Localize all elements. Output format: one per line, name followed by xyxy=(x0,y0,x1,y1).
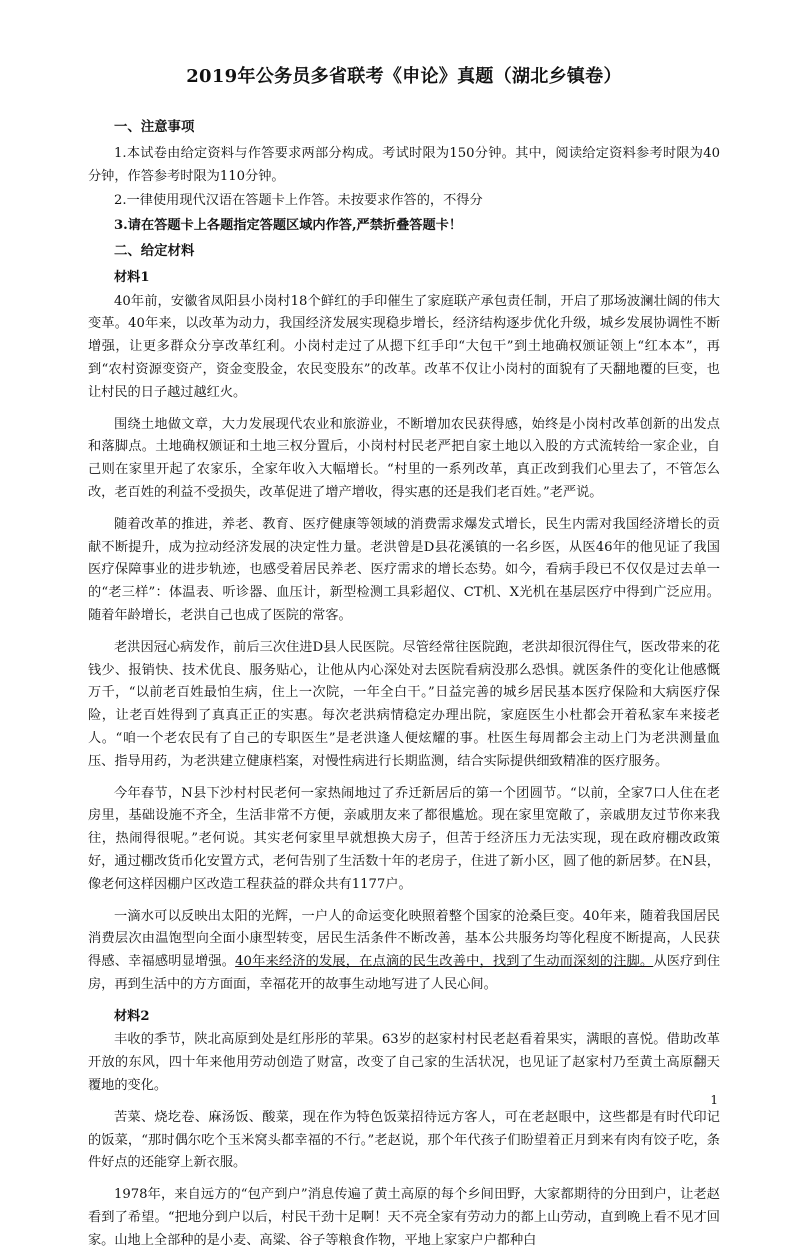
text-span: 从医疗到住房，再到生活中的方方面面，幸福花开的故事生动地写进了人民心间。 xyxy=(88,954,721,992)
material-1-paragraph-last xyxy=(88,906,720,997)
notice-item-2: 2.一律使用现代汉语在答题卡上作答。未按要求作答的，不得分 xyxy=(114,193,483,209)
material-1-paragraph: 老洪因冠心病发作，前后三次住进D县人民医院。尽管经常往医院跑，老洪却很沉得住气，医改带来的花钱少、报销快、技术优良、服务贴心，让他从内心深处对去医院看病没那么恐惧。就医条件的变化让他感慨万千，“以前老百姓最怕生病，住上一次院，一年全白干。”日益完善的城乡居民基本医疗保险和大病医疗保险，让老百姓得到了真真正正的实惠。每次老洪病情稳定办理出院，家庭医生小杜都会开着私家车来接老人。“咱一个老农民有了自己的专职医生”是老洪逢人便炫耀的事。杜医生每周都会主动上门为老洪测量血压、指导用药，为老洪建立健康档案，对慢性病进行长期监测，结合实际提供细致精准的医疗服务。 xyxy=(88,639,720,769)
material-1-paragraph: 今年春节，N县下沙村村民老何一家热闹地过了乔迁新居后的第一个团圆节。“以前，全家7口人住在老房里，基础设施不齐全，生活非常不方便，亲戚朋友来了都很尴尬。现在家里宽敞了，亲戚朋友过节你来我往，热闹得很呢。”老何说。其实老何家里早就想换大房子，但苦于经济压力无法实现，现在政府棚改政策好，通过棚改货币化安置方式，老何告别了生活数十年的老房子，住进了新小区，圆了他的新居梦。在N县，像老何这样因棚户区改造工程获益的群众共有1177户。 xyxy=(88,785,720,892)
material-1-paragraph: 随着改革的推进，养老、教育、医疗健康等领域的消费需求爆发式增长，民生内需对我国经济增长的贡献不断提升，成为拉动经济发展的决定性力量。老洪曾是D县花溪镇的一名乡医，从医46年的他见证了我国医疗保障事业的进步轨迹，也感受着居民养老、医疗需求的增长态势。如今，看病手段已不仅仅是过去单一的“老三样”：体温表、听诊器、血压计，新型检测工具彩超仪、CT机、X光机在基层医疗中得到广泛应用。随着年龄增长，老洪自己也成了医院的常客。 xyxy=(88,516,720,623)
section-heading-notice: 一、注意事项 xyxy=(114,119,195,135)
material-2-paragraph: 1978年，来自远方的“包产到户”消息传遍了黄土高原的每个乡间田野，大家都期待的分田到户，让老赵看到了希望。“把地分到户以后，村民干劲十足啊！天不亮全家有劳动力的都上山劳动，直到晚上看不见才回家。山地上全部种的是小麦、高粱、谷子等粮食作物，平地上家家户户都种白 xyxy=(88,1187,720,1248)
notice-item-3: 3.请在答题卡上各题指定答题区域内作答,严禁折叠答题卡！ xyxy=(114,218,463,234)
material-2-paragraph: 丰收的季节，陕北高原到处是红彤彤的苹果。63岁的赵家村村民老赵看着果实，满眼的喜悦。借助改革开放的东风，四十年来他用劳动创造了财富，改变了自己家的生活状况，也见证了赵家村乃至黄土高原翻天覆地的变化。 xyxy=(88,1032,720,1094)
notice-item-1: 1.本试卷由给定资料与作答要求两部分构成。考试时限为150分钟。其中，阅读给定资料参考时限为40分钟，作答参考时限为110分钟。 xyxy=(88,145,720,184)
underlined-sentence: 40年来经济的发展，在点滴的民生改善中，找到了生动而深刻的注脚。 xyxy=(235,954,654,970)
section-heading-materials: 二、给定材料 xyxy=(114,242,195,259)
text-span: 一滴水可以反映出太阳的光辉，一户人的命运变化映照着整个国家的沧桑巨变。40年来，随着我国居民消费层次由温饱型向全面小康型转变，居民生活条件不断改善，基本公共服务均等化程度不断提高，人民获得感、幸福感明显增强。 xyxy=(88,908,720,970)
material-1-paragraph: 围绕土地做文章，大力发展现代农业和旅游业，不断增加农民获得感，始终是小岗村改革创新的出发点和落脚点。土地确权颁证和土地三权分置后，小岗村村民老严把自家土地以入股的方式流转给一家企业，自己则在家里开起了农家乐，全家年收入大幅增长。“村里的一系列改革，真正改到我们心里去了，不管怎么改，老百姓的利益不受损失，改革促进了增产增收，得实惠的还是我们老百姓。”老严说。 xyxy=(88,416,720,500)
material-2-label: 材料2 xyxy=(114,1008,150,1024)
material-1-label: 材料1 xyxy=(114,269,150,285)
page-number: 1 xyxy=(710,1093,718,1108)
material-1-paragraph: 40年前，安徽省凤阳县小岗村18个鲜红的手印催生了家庭联产承包责任制，开启了那场波澜壮阔的伟大变革。40年来，以改革为动力，我国经济发展实现稳步增长，经济结构逐步优化升级，城乡发展协调性不断增强，让更多群众分享改革红利。小岗村走过了从摁下红手印“大包干”到土地确权颁证领上“红本本”，再到“农村资源变资产，资金变股金，农民变股东”的改革。改革不仅让小岗村的面貌有了天翻地覆的巨变，也让村民的日子越过越红火。 xyxy=(88,293,720,400)
material-2-paragraph: 苦菜、烧圪卷、麻汤饭、酸菜，现在作为特色饭菜招待远方客人，可在老赵眼中，这些都是有时代印记的饭菜，“那时偶尔吃个玉米窝头都幸福的不行。”老赵说，那个年代孩子们盼望着正月到来有肉有饺子吃，条件好点的还能穿上新衣服。 xyxy=(88,1109,720,1171)
document-title: 2019年公务员多省联考《申论》真题（湖北乡镇卷） xyxy=(186,66,622,87)
